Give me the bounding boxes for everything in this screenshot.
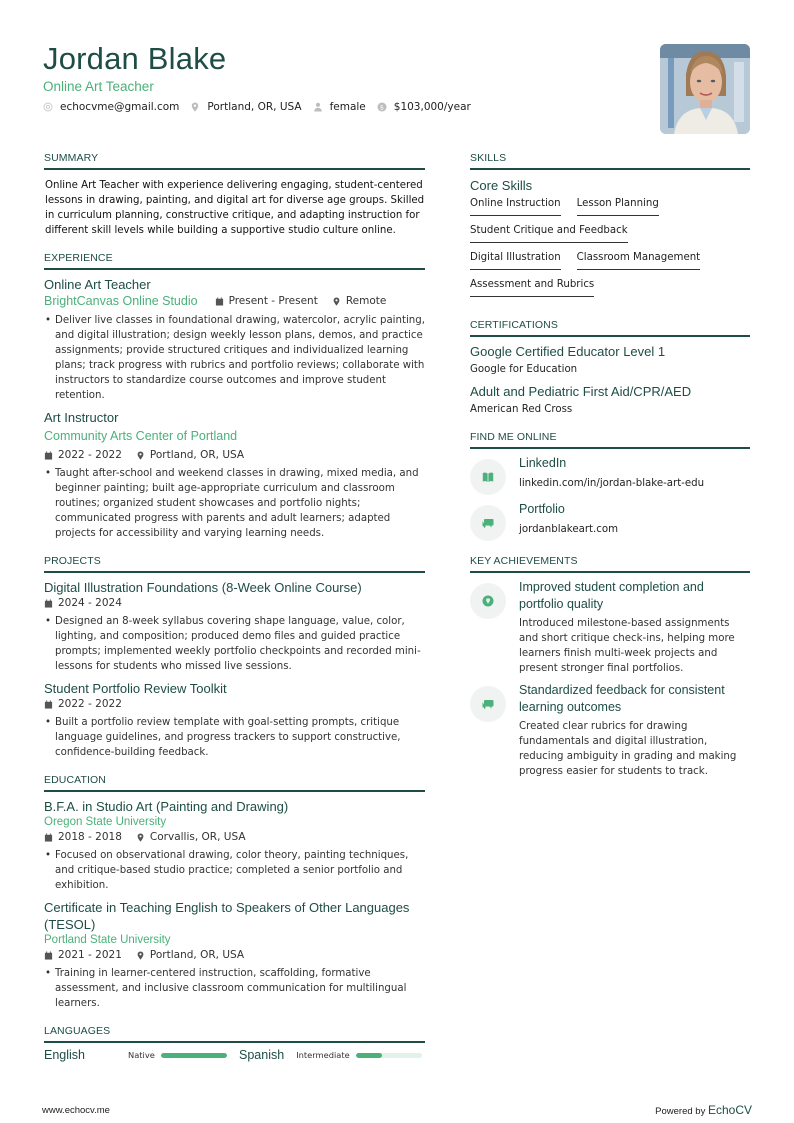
calendar-icon (44, 700, 53, 709)
skills-section (470, 152, 750, 305)
school-name: Portland State University (44, 934, 171, 946)
school-name: Oregon State University (44, 816, 167, 828)
achievement-body (519, 579, 750, 676)
experience-entry (44, 409, 425, 541)
location-icon (136, 833, 145, 842)
right-column (470, 152, 750, 793)
calendar-icon (44, 451, 53, 460)
job-meta (44, 448, 425, 463)
cert-name: Adult and Pediatric First Aid/CPR/AED (470, 384, 692, 399)
language-proficiency-bar (356, 1053, 422, 1058)
education-heading: EDUCATION (44, 774, 425, 792)
achievement-desc: Created clear rubrics for drawing fundamentals and digital illustration, reducing ambiguity in grading and making progress easier for students to track. (519, 721, 737, 777)
job-meta (215, 294, 401, 309)
contact-location (190, 101, 301, 113)
education-section (44, 774, 425, 1011)
education-location-text: Corvallis, OR, USA (149, 831, 246, 843)
candidate-name: Jordan Blake (43, 41, 227, 76)
contact-location-text: Portland, OR, USA (207, 101, 302, 113)
badge-icon (470, 583, 506, 619)
project-dates (44, 596, 122, 611)
skills-tags (470, 197, 750, 305)
language-spanish (239, 1048, 422, 1062)
experience-heading: EXPERIENCE (44, 252, 425, 270)
skill-tag: Classroom Management (577, 251, 701, 270)
language-proficiency-bar (161, 1053, 227, 1058)
online-heading: FIND ME ONLINE (470, 431, 750, 449)
certifications-section (470, 319, 750, 417)
org-line (44, 293, 425, 310)
languages-section (44, 1025, 425, 1062)
job-bullet: • Deliver live classes in foundational drawing, watercolor, acrylic painting, and digital illustration; design weekly lesson plans, demos, and practice assignments; provide structured critiques and individualized learning plans; track progress with rubrics and portfolio reviews; collaborate with instructors to standardize course outcomes and improve student retention. (44, 313, 425, 403)
education-location-text: Portland, OR, USA (149, 949, 245, 961)
footer-powered-by (655, 1103, 752, 1117)
project-bullet: • Designed an 8-week syllabus covering shape language, value, color, lighting, and composition; produced demo files and guided practice prompts; implemented weekly portfolio checkpoints and recorded mini-lessons for students who missed live sessions. (44, 614, 425, 674)
online-link-body (519, 455, 750, 495)
summary-text: Online Art Teacher with experience delivering engaging, student-centered lessons in drawing, painting, and digital art for diverse age groups. Skilled in curriculum planning, constructive critique, and adapting instruction for different skill levels while building a supportive studio culture online. (45, 180, 425, 236)
online-link-label: LinkedIn (519, 456, 567, 470)
experience-section (44, 252, 425, 541)
skills-heading: SKILLS (470, 152, 750, 170)
contact-gender (313, 101, 366, 113)
language-name: Spanish (239, 1048, 285, 1062)
footer-site-link[interactable]: www.echocv.me (42, 1105, 110, 1116)
company-name: BrightCanvas Online Studio (44, 294, 198, 308)
job-dates-text: Present - Present (228, 295, 318, 307)
achievement-desc: Introduced milestone-based assignments and short critique check-ins, helping more learners finish multi-week projects and present stronger final portfolios. (519, 618, 735, 674)
job-location-text: Portland, OR, USA (149, 449, 245, 461)
cert-issuer: American Red Cross (470, 404, 573, 415)
book-icon (470, 459, 506, 495)
achievement-title: Improved student completion and portfolio quality (519, 580, 704, 611)
calendar-icon (44, 599, 53, 608)
education-dates-text: 2018 - 2018 (58, 831, 122, 843)
candidate-role: Online Art Teacher (43, 79, 154, 94)
project-entry (44, 680, 425, 760)
job-location-text: Remote (345, 295, 387, 307)
contact-email-text: echocvme@gmail.com (60, 101, 180, 113)
summary-section (44, 152, 425, 238)
project-entry (44, 579, 425, 674)
brand-name[interactable]: EchoCV (707, 1103, 752, 1117)
education-dates (44, 830, 122, 845)
company-name: Community Arts Center of Portland (44, 429, 238, 443)
education-bullets (44, 966, 425, 1011)
skill-tag: Assessment and Rubrics (470, 278, 594, 297)
education-meta (44, 948, 425, 963)
job-dates-text: 2022 - 2022 (58, 449, 122, 461)
skill-tag: Student Critique and Feedback (470, 224, 628, 243)
education-dates-text: 2021 - 2021 (58, 949, 122, 961)
projects-heading: PROJECTS (44, 555, 425, 573)
project-bullet: • Built a portfolio review template with goal-setting prompts, critique language guidelines, and progress trackers to support constructive, confidence-building feedback. (44, 715, 425, 760)
language-english (44, 1048, 239, 1062)
skill-tag: Online Instruction (470, 197, 561, 216)
job-location (332, 294, 387, 309)
education-bullet: • Training in learner-centered instruction, scaffolding, formative assessment, and inclusive classroom communication for multilingual learners. (44, 966, 425, 1011)
skill-tag: Lesson Planning (577, 197, 659, 216)
cert-name: Google Certified Educator Level 1 (470, 344, 666, 359)
job-bullet: • Taught after-school and weekend classes in drawing, mixed media, and beginner painting; built age-appropriate curriculum and classroom routines; organized student showcases and portfolio nights; communicated progress with parents and adult learners; adapted projects for accessibility and varying learning needs. (44, 466, 425, 541)
project-dates-text: 2024 - 2024 (58, 597, 122, 609)
education-location (136, 830, 246, 845)
language-name: English (44, 1048, 85, 1062)
online-link-url[interactable]: linkedin.com/in/jordan-blake-art-edu (519, 478, 705, 489)
project-bullets (44, 614, 425, 674)
education-dates (44, 948, 122, 963)
projects-section (44, 555, 425, 760)
certifications-heading: CERTIFICATIONS (470, 319, 750, 337)
online-section (470, 431, 750, 541)
job-dates (44, 448, 122, 463)
achievement-body (519, 682, 750, 779)
education-bullet: • Focused on observational drawing, color theory, painting techniques, and critique-based studio practice; completed a senior portfolio and exhibition. (44, 848, 425, 893)
project-title: Student Portfolio Review Toolkit (44, 681, 227, 696)
languages-row (44, 1048, 425, 1062)
svg-text:$: $ (379, 103, 384, 112)
achievement-item (470, 682, 750, 779)
project-bullets (44, 715, 425, 760)
education-bullets (44, 848, 425, 893)
person-icon (313, 102, 323, 112)
project-title: Digital Illustration Foundations (8-Week Online Course) (44, 580, 362, 595)
online-link-body (519, 501, 750, 541)
education-meta (44, 830, 425, 845)
contact-gender-text: female (329, 101, 366, 113)
calendar-icon (215, 297, 224, 306)
job-bullets (44, 466, 425, 541)
contact-salary-text: $103,000/year (393, 101, 471, 113)
education-entry (44, 899, 425, 1011)
achievements-section (470, 555, 750, 779)
location-icon (190, 102, 200, 112)
job-title: Online Art Teacher (44, 277, 151, 292)
powered-by-text: Powered by (655, 1106, 708, 1117)
achievements-heading: KEY ACHIEVEMENTS (470, 555, 750, 573)
portrait-image (660, 44, 750, 134)
job-dates (215, 294, 318, 309)
cert-issuer: Google for Education (470, 364, 578, 375)
dollar-icon (377, 102, 387, 112)
left-column (44, 152, 425, 1076)
language-level: Intermediate (296, 1050, 350, 1060)
calendar-icon (44, 833, 53, 842)
job-title: Art Instructor (44, 410, 119, 425)
contact-salary (377, 101, 471, 113)
profile-photo (660, 44, 750, 134)
degree-title: B.F.A. in Studio Art (Painting and Drawing) (44, 799, 289, 814)
education-entry (44, 798, 425, 893)
location-icon (136, 451, 145, 460)
online-link-portfolio[interactable] (470, 501, 750, 541)
location-icon (136, 951, 145, 960)
calendar-icon (44, 951, 53, 960)
project-meta (44, 697, 425, 712)
education-location (136, 948, 244, 963)
project-dates-text: 2022 - 2022 (58, 698, 122, 710)
at-icon (43, 102, 53, 112)
online-link-linkedin[interactable] (470, 455, 750, 495)
skills-group-title: Core Skills (470, 178, 533, 193)
languages-heading: LANGUAGES (44, 1025, 425, 1043)
location-icon (332, 297, 341, 306)
experience-entry (44, 276, 425, 403)
language-level: Native (128, 1050, 155, 1060)
job-location (136, 448, 244, 463)
project-dates (44, 697, 122, 712)
summary-heading: SUMMARY (44, 152, 425, 170)
chat-icon (470, 686, 506, 722)
project-meta (44, 596, 425, 611)
chat-icon (470, 505, 506, 541)
resume-header (43, 40, 643, 113)
contact-row (43, 101, 643, 113)
online-link-url[interactable]: jordanblakeart.com (519, 524, 619, 535)
job-bullets (44, 313, 425, 403)
achievement-item (470, 579, 750, 676)
achievement-title: Standardized feedback for consistent learning outcomes (519, 683, 725, 714)
online-link-label: Portfolio (519, 502, 565, 516)
skill-tag: Digital Illustration (470, 251, 561, 270)
contact-email[interactable] (43, 101, 179, 113)
degree-title: Certificate in Teaching English to Speakers of Other Languages (TESOL) (44, 900, 410, 932)
